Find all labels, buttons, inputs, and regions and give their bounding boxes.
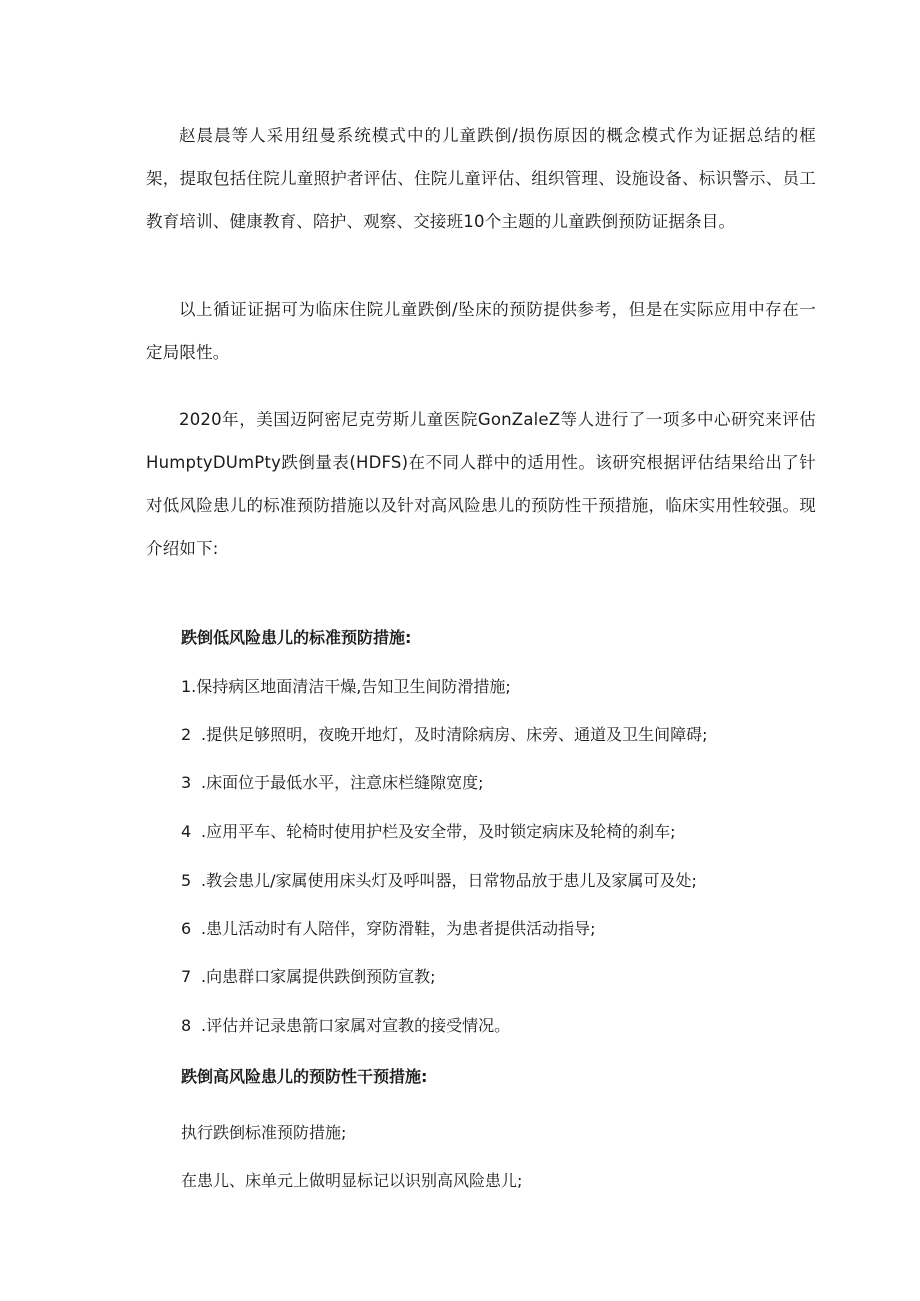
item-text: .向患群口家属提供跌倒预防宣教; [201,967,436,986]
high-risk-item: 执行跌倒标准预防措施; [181,1123,347,1142]
item-text: .应用平车、轮椅时使用护栏及安全带，及时锁定病床及轮椅的刹车; [201,822,676,841]
low-risk-item [181,870,697,892]
item-text: .床面位于最低水平，注意床栏缝隙宽度; [201,773,484,792]
high-risk-heading: 跌倒高风险患儿的预防性干预措施: [181,1067,428,1086]
item-text: .教会患儿/家属使用床头灯及呼叫器，日常物品放于患儿及家属可及处; [201,871,697,890]
low-risk-item [181,772,483,794]
item-number: 2 [181,725,192,744]
low-risk-item [181,724,707,746]
low-risk-heading: 跌倒低风险患儿的标准预防措施: [181,628,412,647]
item-number: 7 [181,967,192,986]
low-risk-item [181,966,435,988]
item-number: 8 [181,1016,192,1035]
paragraph-1: 赵晨晨等人采用纽曼系统模式中的儿童跌倒/损伤原因的概念模式作为证据总结的框架，提取包括住院儿童照护者评估、住院儿童评估、组织管理、设施设备、标识警示、员工教育培训、健康教育、陪护、观察、交接班10个主题的儿童跌倒预防证据条目。 [146,126,816,231]
item-number: 6 [181,919,192,938]
item-text: .提供足够照明，夜晚开地灯，及时清除病房、床旁、通道及卫生间障碍; [201,725,708,744]
item-number: 5 [181,871,192,890]
low-risk-item [181,1015,510,1037]
low-risk-item [181,918,595,940]
item-number: 3 [181,773,192,792]
paragraph-2: 以上循证证据可为临床住院儿童跌倒/坠床的预防提供参考，但是在实际应用中存在一定局限性。 [146,300,816,362]
low-risk-item-1: 1.保持病区地面清洁干燥,告知卫生间防滑措施; [181,677,511,696]
item-number: 4 [181,822,192,841]
item-text: .患儿活动时有人陪伴，穿防滑鞋，为患者提供活动指导; [201,919,596,938]
paragraph-3: 2020年，美国迈阿密尼克劳斯儿童医院GonZaleZ等人进行了一项多中心研究来评估HumptyDUmPty跌倒量表(HDFS)在不同人群中的适用性。该研究根据评估结果给出了针对低风险患儿的标准预防措施以及针对高风险患儿的预防性干预措施，临床实用性较强。现介绍如下: [146,410,816,558]
high-risk-item: 在患儿、床单元上做明显标记以识别高风险患儿; [181,1171,523,1190]
low-risk-item [181,821,675,843]
item-text: .评估并记录患箭口家属对宣教的接受情况。 [201,1016,511,1035]
